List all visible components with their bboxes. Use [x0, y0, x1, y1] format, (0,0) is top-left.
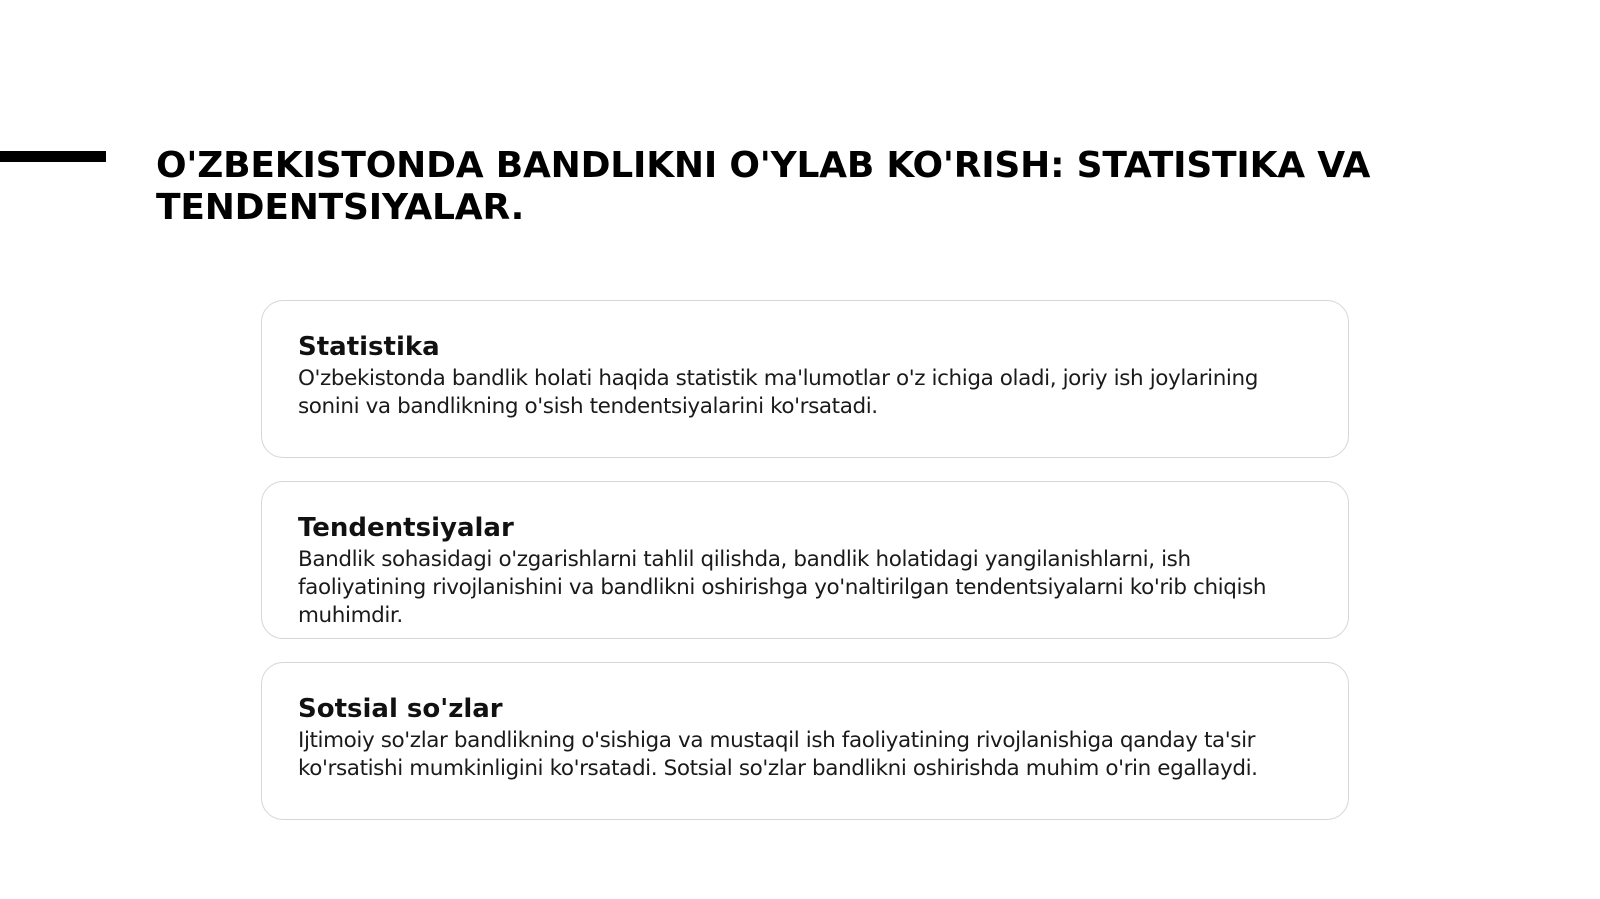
card-sotsial-sozlar: [261, 662, 1349, 820]
accent-bar: [0, 151, 106, 162]
card-statistika: [261, 300, 1349, 458]
card-heading: Tendentsiyalar: [298, 513, 514, 543]
card-text: O'zbekistonda bandlik holati haqida statistik ma'lumotlar o'z ichiga oladi, joriy ish joylarining sonini va bandlikning o'sish tendentsiyalarini ko'rsatadi.: [298, 366, 1258, 419]
card-text: Bandlik sohasidagi o'zgarishlarni tahlil qilishda, bandlik holatidagi yangilanishlarni, ish faoliyatining rivojlanishini va bandlikni oshirishga yo'naltirilgan tendentsiyalarni ko'rib chiqish muhimdir.: [298, 547, 1267, 628]
card-list: [261, 300, 1349, 843]
card-heading: Sotsial so'zlar: [298, 694, 503, 724]
card-tendentsiyalar: [261, 481, 1349, 639]
card-text: Ijtimoiy so'zlar bandlikning o'sishiga va mustaqil ish faoliyatining rivojlanishiga qanday ta'sir ko'rsatishi mumkinligini ko'rsatadi. Sotsial so'zlar bandlikni oshirishda muhim o'rin egallaydi.: [298, 728, 1258, 781]
card-heading: Statistika: [298, 332, 440, 362]
slide-title: O'ZBEKISTONDA BANDLIKNI O'YLAB KO'RISH: STATISTIKA VA TENDENTSIYALAR.: [156, 145, 1371, 228]
